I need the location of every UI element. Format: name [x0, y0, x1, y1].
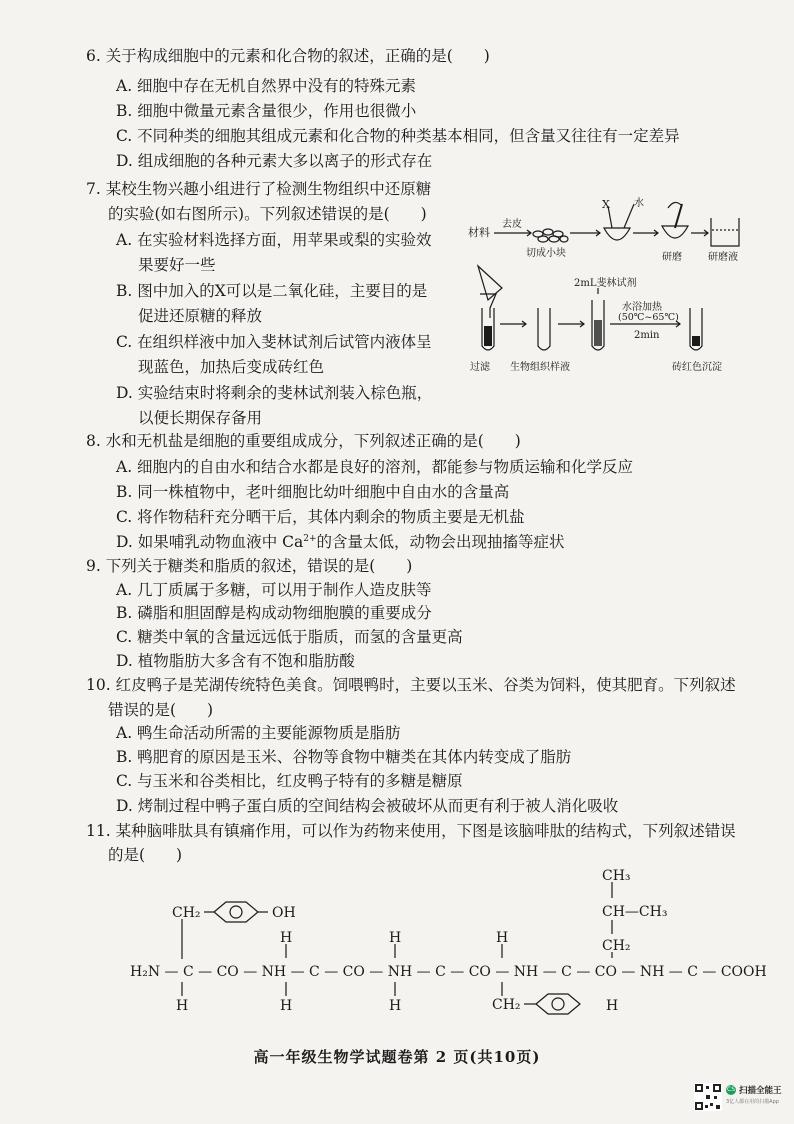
gly1-h-top: H — [280, 930, 293, 946]
label-sample: 生物组织样液 — [510, 362, 570, 373]
leu-h-bottom: H — [606, 998, 619, 1014]
tyr-ch2: CH₂ — [172, 905, 201, 921]
label-precipitate: 砖红色沉淀 — [672, 362, 722, 373]
q10-option-d: D. 烤制过程中鸭子蛋白质的空间结构会被破坏从而更有利于被人消化吸收 — [116, 797, 619, 815]
q10-option-a: A. 鸭生命活动所需的主要能源物质是脂肪 — [116, 724, 401, 742]
leu-ch-group: CH—CH₃ — [602, 904, 668, 920]
q7-option-c: C. 在组织样液中加入斐林试剂后试管内液体呈 — [116, 333, 432, 351]
question-6-stem: 6. 关于构成细胞中的元素和化合物的叙述，正确的是( ) — [86, 47, 490, 65]
water-line — [624, 204, 634, 228]
q8-option-c: C. 将作物秸秆充分晒干后，其体内剩余的物质主要是无机盐 — [116, 508, 525, 526]
question-11-stem: 11. 某种脑啡肽具有镇痛作用，可以作为药物来使用，下图是该脑啡肽的结构式，下列叙述错误 — [86, 822, 736, 840]
question-11-stem-cont: 的是( ) — [108, 846, 183, 864]
q8-option-d-post: 的含量太低，动物会出现抽搐等症状 — [316, 533, 565, 551]
scanner-title: 扫描全能王 — [739, 1086, 782, 1096]
q6-option-b: B. 细胞中微量元素含量很少，作用也很微小 — [116, 102, 417, 120]
tyr-oh: OH — [272, 905, 296, 921]
q9-option-d: D. 植物脂肪大多含有不饱和脂肪酸 — [116, 652, 355, 670]
page-footer: 高一年级生物学试题卷第 2 页(共10页) — [253, 1048, 541, 1066]
label-grind: 研磨 — [662, 252, 682, 263]
rotation-arrow — [668, 202, 682, 208]
q7-option-b-cont: 促进还原糖的释放 — [138, 307, 263, 325]
tyrosine-ring-circle — [230, 906, 242, 918]
q7-option-a-cont: 果要好一些 — [138, 256, 216, 274]
question-10-stem: 10. 红皮鸭子是芜湖传统特色美食。饲喂鸭时，主要以玉米、谷类为饲料，使其肥育。下列叙述 — [86, 676, 736, 694]
label-water-bath: 水浴加热 — [622, 302, 662, 313]
leu-ch2: CH₂ — [602, 938, 631, 954]
q8-option-d — [116, 532, 565, 552]
scanner-badge — [726, 1084, 782, 1105]
label-time: 2min — [634, 330, 660, 341]
gly2-h-top: H — [389, 930, 402, 946]
label-x: X — [602, 198, 610, 211]
question-10-stem-cont: 错误的是( ) — [108, 701, 214, 719]
gly1-h-bottom: H — [280, 998, 293, 1014]
label-water: 水 — [634, 198, 644, 209]
phenyl-ring-circle — [552, 998, 564, 1010]
q6-option-c: C. 不同种类的细胞其组成元素和化合物的种类基本相同，但含量又往往有一定差异 — [116, 127, 680, 145]
peptide-backbone: H₂N — C — CO — NH — C — CO — NH — C — CO — NH — C — CO — NH — C — COOH — [130, 964, 767, 980]
label-peel: 去皮 — [502, 219, 522, 230]
label-filter: 过滤 — [470, 362, 490, 373]
label-material: 材料 — [468, 226, 490, 239]
gly2-h-bottom: H — [389, 998, 402, 1014]
q9-option-c: C. 糖类中氧的含量远远低于脂质，而氢的含量更高 — [116, 628, 463, 646]
qr-code-icon — [694, 1083, 722, 1111]
q7-option-c-cont: 现蓝色，加热后变成砖红色 — [138, 358, 325, 376]
precipitate — [692, 336, 700, 346]
question-7-stem-cont: 的实验(如右图所示)。下列叙述错误的是( ) — [108, 205, 427, 223]
q9-option-b: B. 磷脂和胆固醇是构成动物细胞膜的重要成分 — [116, 604, 432, 622]
q8-option-d-pre: D. 如果哺乳动物血液中 Ca — [116, 533, 304, 551]
scanner-logo-icon: CS — [727, 1086, 735, 1093]
cut-pieces — [533, 229, 568, 242]
label-ground-liquid: 研磨液 — [708, 252, 738, 263]
tyrosine-ring — [214, 902, 258, 922]
mortar — [604, 228, 630, 240]
q7-option-d: D. 实验结束时将剩余的斐林试剂装入棕色瓶， — [116, 384, 433, 402]
tyr-h-bottom: H — [176, 998, 189, 1014]
q7-option-b: B. 图中加入的X可以是二氧化硅，主要目的是 — [116, 282, 428, 300]
q7-option-d-cont: 以便长期保存备用 — [138, 409, 263, 427]
label-cut: 切成小块 — [526, 248, 566, 259]
q10-option-b: B. 鸭肥育的原因是玉米、谷物等食物中糖类在其体内转变成了脂肪 — [116, 748, 572, 766]
q8-option-b: B. 同一株植物中，老叶细胞比幼叶细胞中自由水的含量高 — [116, 483, 510, 501]
experiment-diagram — [468, 196, 788, 386]
leu-ch3-top: CH₃ — [602, 868, 631, 884]
phe-ch2: CH₂ — [492, 997, 521, 1013]
phenyl-ring — [536, 994, 580, 1014]
scanner-subtitle: 3亿人都在用的扫描App — [726, 1099, 779, 1105]
sample-tube — [538, 308, 550, 350]
question-7-stem: 7. 某校生物兴趣小组进行了检测生物组织中还原糖 — [86, 180, 432, 198]
q6-option-a: A. 细胞中存在无机自然界中没有的特殊元素 — [116, 77, 417, 95]
question-8-stem: 8. 水和无机盐是细胞的重要组成成分，下列叙述正确的是( ) — [86, 432, 521, 450]
phe-h-top: H — [496, 930, 509, 946]
pouring-beaker — [478, 266, 502, 300]
q8-option-d-sup: 2+ — [303, 533, 317, 544]
peptide-structure — [120, 862, 767, 1030]
label-temp: (50℃~65℃) — [618, 312, 679, 323]
mixture — [594, 320, 602, 346]
q10-option-c: C. 与玉米和谷类相比，红皮鸭子特有的多糖是糖原 — [116, 772, 463, 790]
q9-option-a: A. 几丁质属于多糖，可以用于制作人造皮肤等 — [116, 581, 432, 599]
q7-option-a: A. 在实验材料选择方面，用苹果或梨的实验效 — [116, 231, 432, 249]
q8-option-a: A. 细胞内的自由水和结合水都是良好的溶剂，都能参与物质运输和化学反应 — [116, 458, 634, 476]
label-fehling: 2mL斐林试剂 — [574, 278, 637, 289]
pestle — [675, 204, 682, 228]
filtrate — [484, 326, 492, 346]
question-9-stem: 9. 下列关于糖类和脂质的叙述，错误的是( ) — [86, 557, 413, 575]
q6-option-d: D. 组成细胞的各种元素大多以离子的形式存在 — [116, 152, 433, 170]
beaker — [711, 218, 739, 246]
